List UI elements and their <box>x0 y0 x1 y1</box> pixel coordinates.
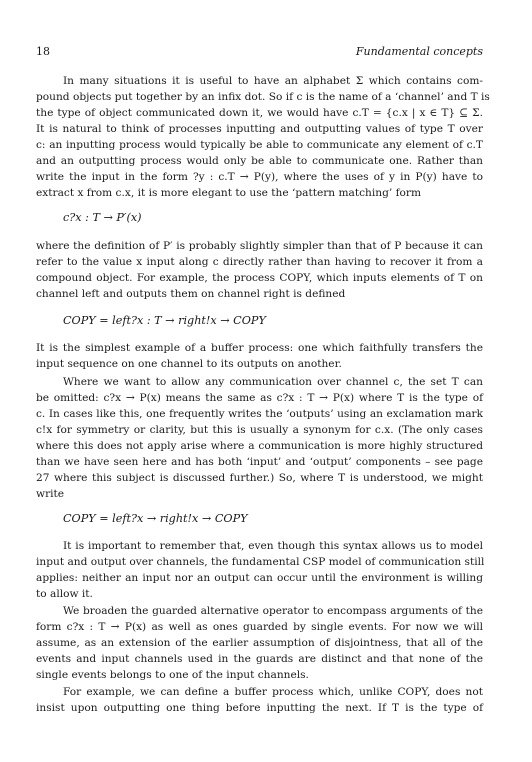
text-line: applies: neither an input nor an output can occur until the environment is willing <box>36 572 483 584</box>
text-line: input and output over channels, the fundamental CSP model of communication still <box>36 556 485 568</box>
text-line: It is important to remember that, even though this syntax allows us to model <box>63 540 483 552</box>
text-line: write <box>36 488 65 500</box>
text-line: channel left and outputs them on channel right is defined <box>36 288 346 300</box>
text-line: insist upon outputting one thing before inputting the next. If T is the type of <box>36 702 483 714</box>
text-line: than we have seen here and has both ‘input’ and ‘output’ components – see page <box>36 456 483 468</box>
text-line: and an outputting process would only be able to communicate one. Rather than <box>36 155 483 167</box>
text-line: single events belongs to one of the input channels. <box>36 669 309 681</box>
page-header <box>36 45 483 59</box>
text-line: It is natural to think of processes inputting and outputting values of type T over <box>36 123 483 135</box>
text-line: where the definition of P′ is probably slightly simpler than that of P because it can <box>36 240 483 252</box>
text-line: assume, as an extension of the earlier assumption of disjointness, that all of the <box>36 637 483 649</box>
text-line: For example, we can define a buffer process which, unlike COPY, does not <box>63 686 483 698</box>
text-line: write the input in the form ?y : c.T → P(y), where the uses of y in P(y) have to <box>36 171 483 183</box>
display-formula: c?x : T → P′(x) <box>63 211 142 224</box>
text-line: It is the simplest example of a buffer process: one which faithfully transfers the <box>36 342 483 354</box>
text-line: refer to the value x input along c directly rather than having to recover it from a <box>36 256 483 268</box>
page-number: 18 <box>36 45 50 58</box>
display-formula: COPY = left?x → right!x → COPY <box>63 512 248 525</box>
text-line: input sequence on one channel to its outputs on another. <box>36 358 342 370</box>
text-line: where this does not apply arise where a communication is more highly structured <box>36 440 483 452</box>
text-line: the type of object communicated down it, we would have c.T = {c.x | x ∈ T} ⊆ Σ. <box>36 107 483 119</box>
text-line: c: an inputting process would typically be able to communicate any element of c.T <box>36 139 483 151</box>
text-line: In many situations it is useful to have an alphabet Σ which contains com- <box>63 75 483 87</box>
text-line: be omitted: c?x → P(x) means the same as c?x : T → P(x) where T is the type of <box>36 392 483 404</box>
text-line: pound objects put together by an infix dot. So if c is the name of a ‘channel’ and T is <box>36 91 490 103</box>
text-line: events and input channels used in the guards are distinct and that none of the <box>36 653 483 665</box>
text-line: c!x for symmetry or clarity, but this is usually a synonym for c.x. (The only cases <box>36 424 483 436</box>
display-formula: COPY = left?x : T → right!x → COPY <box>63 314 266 327</box>
running-title: Fundamental concepts <box>355 45 483 58</box>
text-line: extract x from c.x, it is more elegant to use the ‘pattern matching’ form <box>36 187 421 199</box>
text-line: to allow it. <box>36 588 93 600</box>
text-line: c. In cases like this, one frequently writes the ‘outputs’ using an exclamation mark <box>36 408 483 420</box>
text-line: 27 where this subject is discussed further.) So, where T is understood, we might <box>36 472 483 484</box>
text-line: We broaden the guarded alternative operator to encompass arguments of the <box>63 605 483 617</box>
text-line: form c?x : T → P(x) as well as ones guarded by single events. For now we will <box>36 621 483 633</box>
text-line: Where we want to allow any communication over channel c, the set T can <box>63 376 483 388</box>
text-line: compound object. For example, the process COPY, which inputs elements of T on <box>36 272 483 284</box>
